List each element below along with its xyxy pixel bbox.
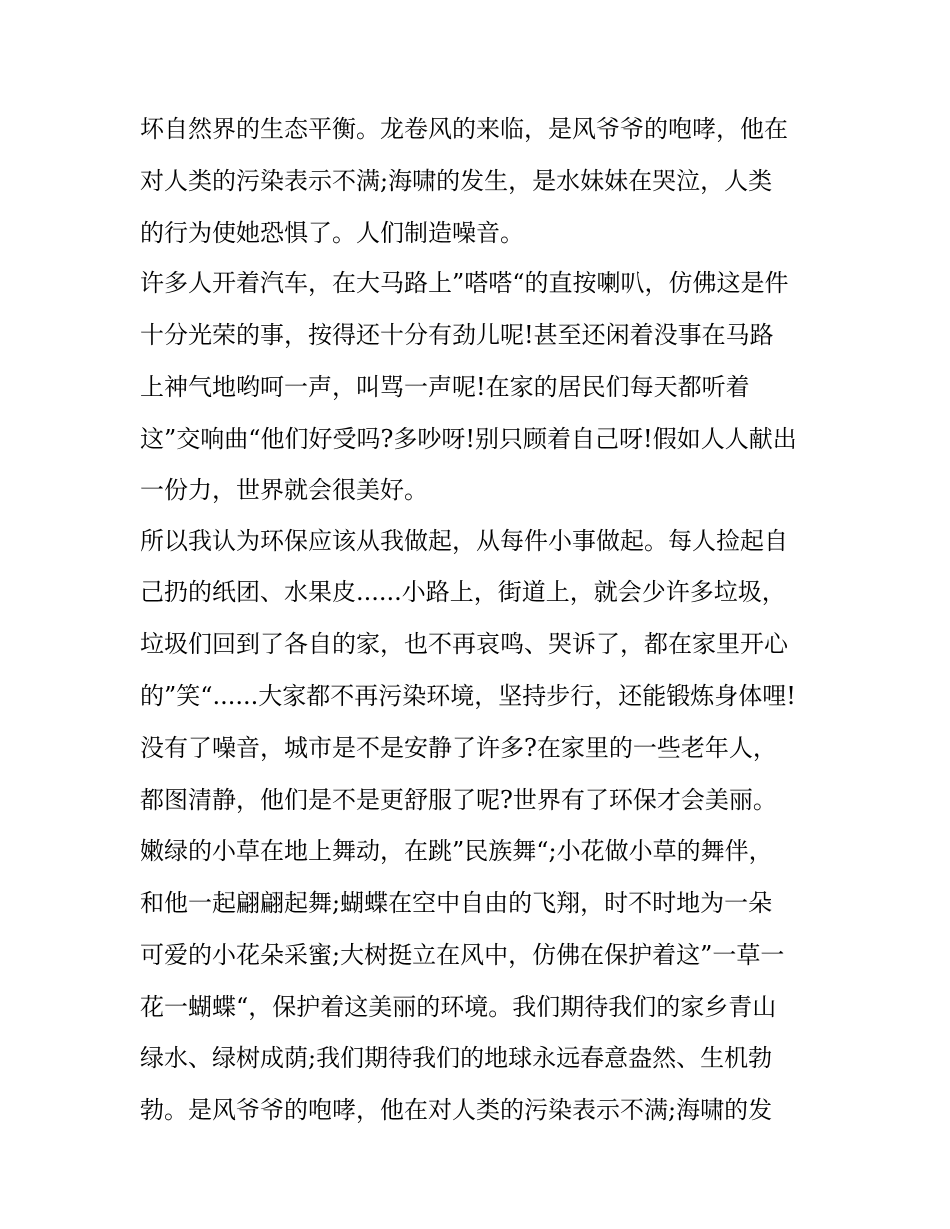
- text-line: 都图清静，他们是不是更舒服了呢?世界有了环保才会美丽。: [140, 786, 777, 814]
- text-line: 一份力，世界就会很美好。: [140, 476, 428, 504]
- text-line: 的行为使她恐惧了。人们制造噪音。: [140, 219, 524, 247]
- text-line: 没有了噪音，城市是不是安静了许多?在家里的一些老年人，: [140, 734, 777, 762]
- text-line: 十分光荣的事，按得还十分有劲儿呢!甚至还闲着没事在马路: [140, 321, 774, 349]
- text-line: 绿水、绿树成荫;我们期待我们的地球永远春意盎然、生机勃: [140, 1044, 773, 1072]
- text-line: 可爱的小花朵采蜜;大树挺立在风中，仿佛在保护着这”一草一: [140, 941, 785, 969]
- text-line: 花一蝴蝶“，保护着这美丽的环境。我们期待我们的家乡青山: [140, 993, 777, 1021]
- text-line: 坏自然界的生态平衡。龙卷风的来临，是风爷爷的咆哮，他在: [140, 115, 788, 143]
- text-line: 对人类的污染表示不满;海啸的发生，是水妹妹在哭泣，人类: [140, 167, 773, 195]
- text-line: 己扔的纸团、水果皮......小路上，街道上，就会少许多垃圾，: [140, 578, 786, 606]
- text-line: 垃圾们回到了各自的家，也不再哀鸣、哭诉了，都在家里开心: [140, 630, 788, 658]
- text-line: 的”笑“......大家都不再污染环境，坚持步行，还能锻炼身体哩!: [140, 682, 796, 710]
- text-line: 嫩绿的小草在地上舞动，在跳”民族舞“;小花做小草的舞伴，: [140, 837, 773, 865]
- text-line: 所以我认为环保应该从我做起，从每件小事做起。每人捡起自: [140, 527, 788, 555]
- text-line: 这”交响曲“他们好受吗?多吵呀!别只顾着自己呀!假如人人献出: [140, 425, 797, 453]
- text-line: 许多人开着汽车，在大马路上”嗒嗒“的直按喇叭，仿佛这是件: [140, 269, 789, 297]
- text-line: 上神气地哟呵一声，叫骂一声呢!在家的居民们每天都听着: [140, 373, 750, 401]
- text-line: 勃。是风爷爷的咆哮，他在对人类的污染表示不满;海啸的发: [140, 1096, 773, 1124]
- text-line: 和他一起翩翩起舞;蝴蝶在空中自由的飞翔，时不时地为一朵: [140, 889, 773, 917]
